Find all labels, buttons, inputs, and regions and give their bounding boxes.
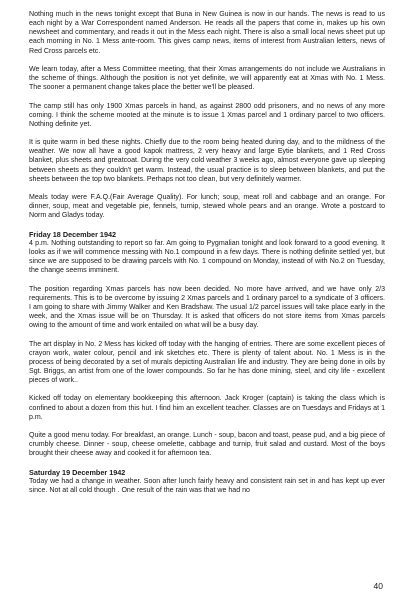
page-number: 40	[373, 580, 383, 591]
paragraph-good-menu: Quite a good menu today. For breakfast, an orange. Lunch - soup, bacon and toast, pease pud, and a big piece of crumbly cheese. Dinner - soup, cheese omelette, cabbage and turnip, fruit salad and custard. Most of the boys brought their cheese away and cooked it for afternoon tea.	[29, 432, 385, 458]
paragraph-bookkeeping: Kicked off today on elementary bookkeeping this afternoon. Jack Kroger (captain) is taking the class which is confined to about a dozen from this hut. I find him an excellent teacher. Classes are on Tuesdays and Fridays at 1 p.m.	[29, 395, 385, 421]
paragraph-buna-news: Nothing much in the news tonight except that Buna in New Guinea is now in our hands. The news is read to us each night by a War Correspondent named Anderson. He reads all the papers that come in, makes up his own newsheet and commentary, and reads it out in the Mess each night. There is also a small local news sheet put up each morning in No. 1 Mess ante-room. This gives camp news, items of interest from Australian letters, news of Red Cross parcels etc.	[29, 11, 385, 55]
paragraph-xmas-parcels: The camp still has only 1900 Xmas parcels in hand, as against 2800 odd prisoners, and no news of any more coming. I think the scheme mooted at the minute is to issue 1 Xmas parcel and 1 ordinary parcel to two officers. Nothing definite yet.	[29, 102, 385, 128]
paragraph-xmas-arrangements: We learn today, after a Mess Committee meeting, that their Xmas arrangements do not include we Australians in the scheme of things. Although the position is not yet definite, we will apparently eat at Xmas with No. 1 Mess. The sooner a permanent change takes place the better we'll be pleased.	[29, 65, 385, 92]
heading-saturday: Saturday 19 December 1942	[29, 467, 126, 477]
paragraph-pygmalian: 4 p.m. Nothing outstanding to report so far. Am going to Pygmalian tonight and look forward to a good evening. It looks as if we will commence messing with No.1 compound in a few days. There is nothing definite settled yet, but since we are supposed to be drawing parcels with No. 1 compound on Monday, instead of with No.2 on Tuesday, the change seems imminent.	[29, 239, 385, 275]
paragraph-art-display: The art display in No. 2 Mess has kicked off today with the hanging of entries. There are some excellent pieces of crayon work, water colour, pencil and ink sketches etc. There is plenty of talent about. No. 1 Mess is in the process of being decorated by a set of murals depicting Australian life and industry. They are being done in oils by Sgt. Briggs, an artist from one of the lower compounds. So far he has done mining, steel, and city life - excellent pieces of work..	[29, 340, 385, 385]
heading-friday: Friday 18 December 1942	[29, 229, 117, 239]
paragraph-weather-change: Today we had a change in weather. Soon after lunch fairly heavy and consistent rain set in and has kept up ever since. Not at all cold though . One result of the rain was that we had no	[29, 477, 385, 494]
paragraph-warm-in-bed: It is quite warm in bed these nights. Chiefly due to the room being heated during day, and to the mildness of the weather. We now all have a good kapok mattress, 2 very heavy and large Eytie blankets, and 1 Red Cross blanket, plus sheets and greatcoat. During the very cold weather 3 weeks ago, almost everyone gave up sleeping between sheets as they couldn't get warm. Instead, the usual practice is to sleep between blankets, and put the sheets between the top two blankets. Perhaps not too clean, but very definitely warmer.	[29, 139, 385, 183]
paragraph-meals-today: Meals today were F.A.Q.(Fair Average Quality). For lunch; soup, meat roll and cabbage and an orange. For dinner, soup, meat and vegetable pie, fennels, turnip, stewed whole pears and an orange. Wrote a postcard to Norm and Gladys today.	[29, 194, 385, 220]
paragraph-parcel-position: The position regarding Xmas parcels has now been decided. No more have arrived, and we have only 2/3 requirements. This is to be overcome by issuing 2 Xmas parcels and 1 ordinary parcel to a syndicate of 3 officers. I am going to share with Jimmy Walker and Ken Bradshaw. The usual 1/2 parcel issues will take place early in the week, and the Xmas issue will be on Thursday. It is asked that officers do not store items from Xmas parcels owing to the amount of time and work entailed on what will be a busy day.	[29, 285, 385, 330]
